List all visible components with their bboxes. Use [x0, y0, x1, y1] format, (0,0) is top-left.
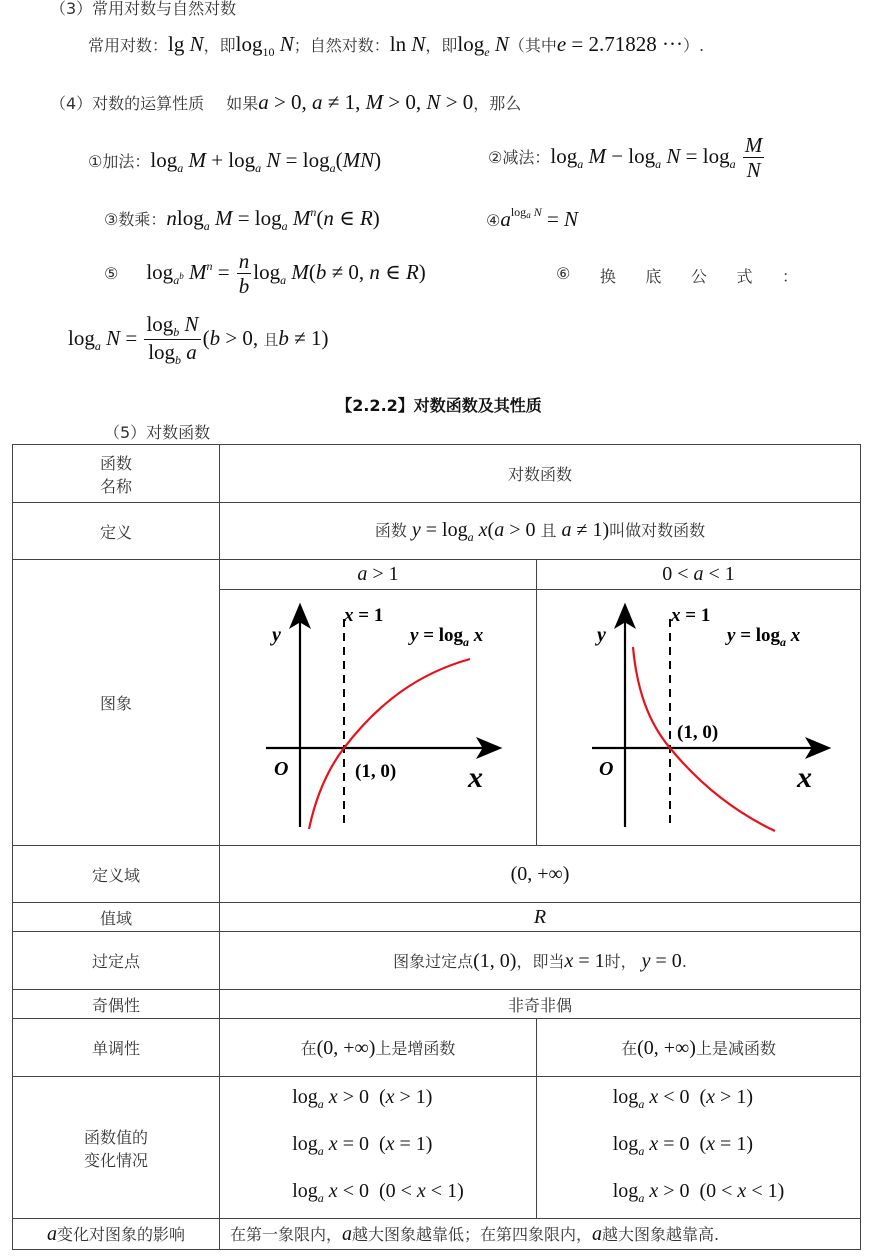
label-range: 值域 [13, 903, 220, 932]
svg-text:x: x [468, 760, 483, 794]
svg-text:y: y [597, 623, 606, 646]
label-parity: 奇偶性 [13, 990, 220, 1019]
svg-text:y = loga x: $y = \log_a x$ [727, 624, 801, 649]
condition: a > 0, a ≠ 1, M > 0, N > 0 [258, 90, 474, 114]
rule-identity: $④a^{loga N} = N$ [486, 205, 579, 231]
label-monotonicity: 单调性 [13, 1019, 220, 1077]
label-fixed-point: 过定点 [13, 932, 220, 990]
value-function-name: 对数函数 [220, 445, 861, 503]
value-change-line: $\log_a x = 0$ (x = 1) [612, 1133, 753, 1158]
row-function-name [13, 445, 861, 503]
svg-text:x = 1: x = 1 [671, 604, 711, 626]
rule-power-base: ⑤ $\log_{a^b} M^n$ = $\frac{n}{b}$ $\log_a M(b \ne 0$, n ∈ R) [104, 249, 426, 299]
rule-subtraction: ②减法：$\log_a M - \log_a N = \log_a$ $\frac{M}{N}$ [488, 133, 763, 183]
row-definition [13, 503, 861, 560]
log-graph-decreasing [537, 591, 861, 845]
value-fixed-point: 图象过定点(1, 0)，即当x = 1时， y = 0. [220, 932, 861, 990]
graph-increasing-cell [220, 590, 537, 846]
value-domain: (0, +∞) [220, 846, 861, 903]
svg-text:O: O [599, 757, 614, 780]
case-a-between-0-1: 0 < a < 1 [537, 560, 861, 590]
row-domain [13, 846, 861, 903]
rule-addition: ①加法：$\log_a M + \log_a N = \log_a(MN)$ [88, 148, 382, 175]
row-effect-of-a [13, 1219, 861, 1250]
value-mono-decreasing: 在(0, +∞)上是减函数 [537, 1019, 861, 1077]
svg-text:(1, 0): (1, 0) [355, 760, 397, 782]
label-effect-of-a: a变化对图象的影响 [13, 1219, 220, 1250]
e-value: e = 2.71828 ··· [556, 32, 683, 56]
label-graph: 图象 [13, 560, 220, 846]
value-changes-increasing [220, 1077, 537, 1219]
section5-heading: （5）对数函数 [104, 423, 211, 442]
case-a-greater-1: a > 1 [220, 560, 537, 590]
svg-text:x = 1: x = 1 [344, 604, 384, 626]
value-change-line: $\log_a x < 0$ (x > 1) [612, 1086, 753, 1111]
value-parity: 非奇非偶 [220, 990, 861, 1019]
value-changes-decreasing [537, 1077, 861, 1219]
section-title: 【2.2.2】对数函数及其性质 [336, 396, 542, 415]
graph-decreasing-cell [537, 590, 861, 846]
value-effect-of-a: 在第一象限内，a越大图象越靠低；在第四象限内，a越大图象越靠高. [220, 1219, 861, 1250]
value-range: R [220, 903, 861, 932]
svg-text:y = loga x: $y = \log_a x$ [410, 624, 484, 649]
svg-text:O: O [274, 757, 289, 780]
value-change-line: $\log_a x < 0$ (0 < x < 1) [292, 1180, 464, 1205]
common-natural-log-line: 常用对数：lg N，即$\log_{10} N$；自然对数：ln N，即$\log_e N$（其中e = 2.71828 ···）. [88, 32, 705, 59]
rule-change-of-base-label: ⑥ 换 底 公 式 ： [556, 264, 798, 286]
value-change-line: $\log_a x = 0$ (x = 1) [292, 1133, 433, 1158]
value-definition: 函数 $y = \log_a x(a > 0$ 且 a ≠ 1)叫做对数函数 [220, 503, 861, 560]
section4-heading-line: （4）对数的运算性质 如果a > 0, a ≠ 1, M > 0, N > 0，那么 [50, 90, 522, 114]
row-parity [13, 990, 861, 1019]
rule-change-of-base: $\log_a N$ = $\frac{\log_b N}{\log_b a}$ (b > 0, 且b ≠ 1) [68, 312, 329, 368]
row-range [13, 903, 861, 932]
log-curve [309, 659, 470, 829]
value-change-line: $\log_a x > 0$ (x > 1) [292, 1086, 433, 1111]
log-graph-increasing [220, 591, 537, 845]
label-domain: 定义域 [13, 846, 220, 903]
lg-expr: lg N [168, 32, 204, 56]
label-function-name: 函数 名称 [13, 445, 220, 503]
svg-text:x: x [797, 760, 812, 794]
label-value-changes: 函数值的 变化情况 [13, 1077, 220, 1219]
label-definition: 定义 [13, 503, 220, 560]
row-value-changes [13, 1077, 861, 1219]
svg-text:(1, 0): (1, 0) [677, 721, 719, 743]
value-mono-increasing: 在(0, +∞)上是增函数 [220, 1019, 537, 1077]
svg-text:y: y [272, 623, 281, 646]
row-fixed-point [13, 932, 861, 990]
value-change-line: $\log_a x > 0$ (0 < x < 1) [612, 1180, 785, 1205]
row-monotonicity [13, 1019, 861, 1077]
section3-heading: （3）常用对数与自然对数 [50, 0, 237, 18]
row-graph-cases [13, 560, 861, 590]
log-function-table [12, 444, 861, 1250]
rule-scalar: ③数乘：nlog$_a$ $M = \log_a M^n(n$ ∈ R) [104, 205, 380, 233]
